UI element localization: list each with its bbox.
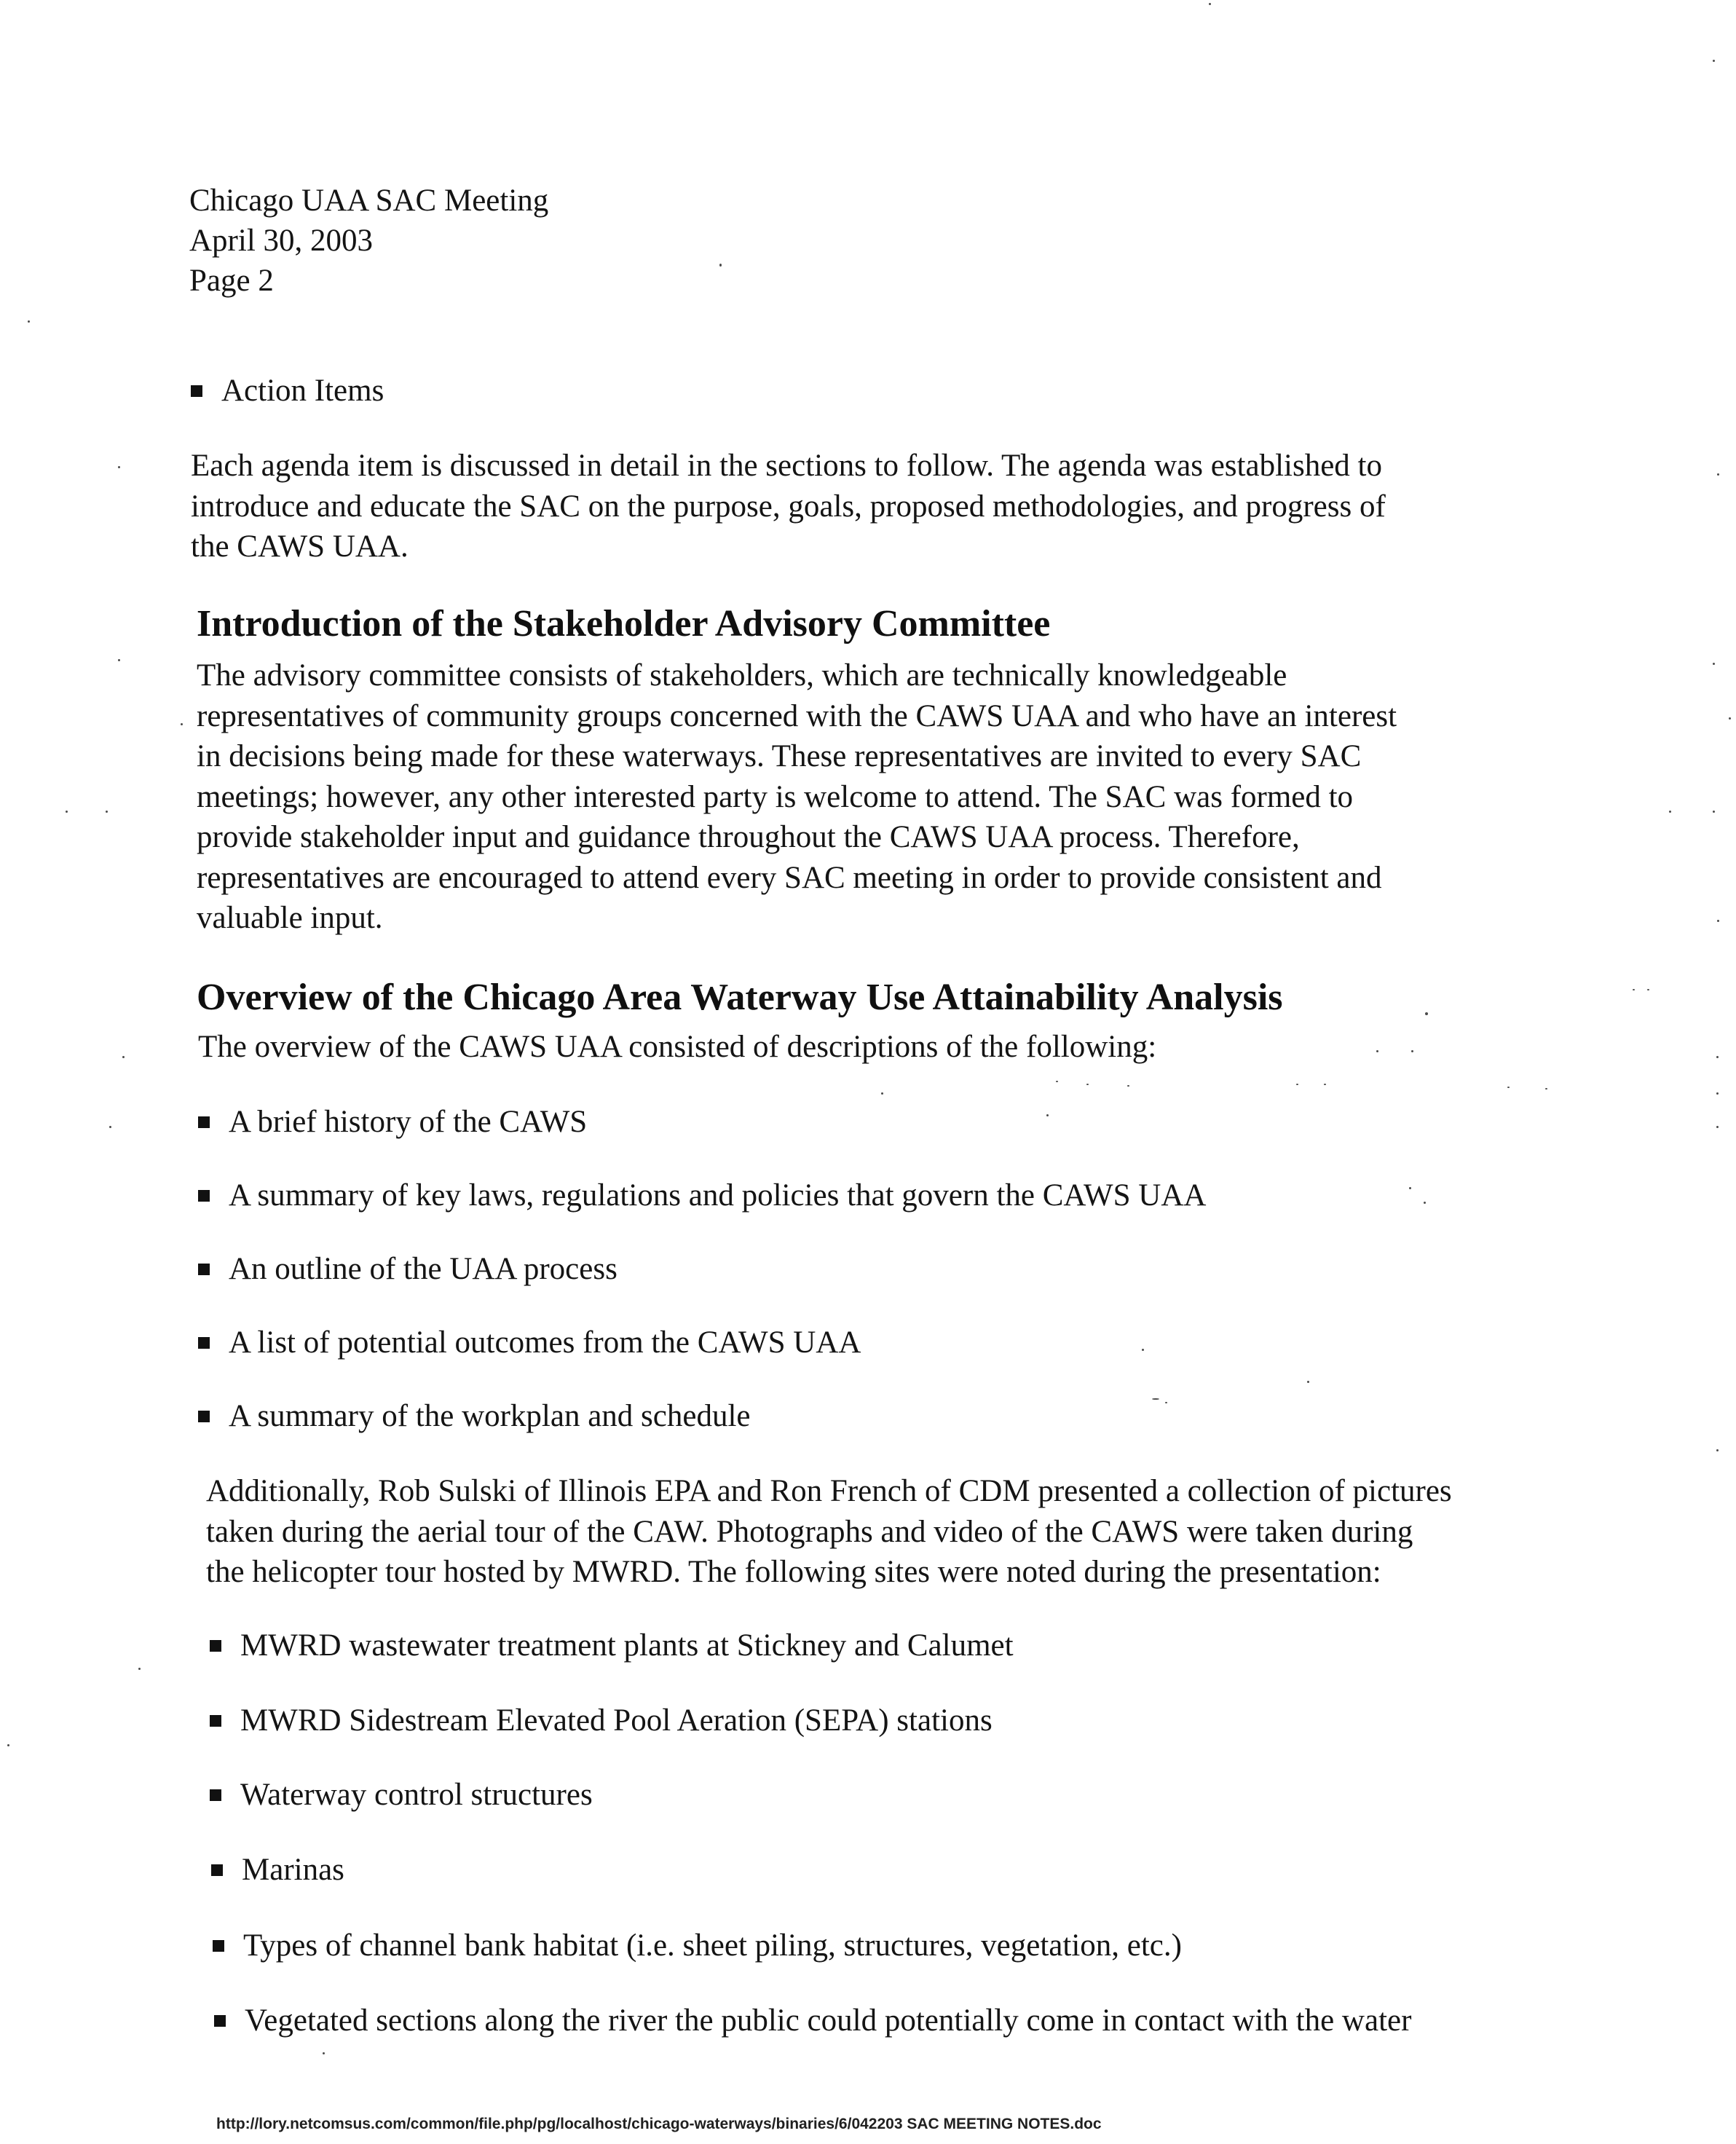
square-bullet-icon [198, 1264, 210, 1275]
paragraph-line: The advisory committee consists of stakeholders, which are technically knowledgeable [197, 658, 1287, 693]
header-date: April 30, 2003 [189, 224, 374, 258]
scan-speck [1324, 1084, 1326, 1085]
overview-bullet-item [198, 1175, 1206, 1216]
scan-speck [66, 811, 68, 813]
section-heading-stakeholder-committee: Introduction of the Stakeholder Advisory Committee [197, 603, 1051, 645]
scan-speck [1165, 1402, 1167, 1403]
site-bullet-label: Types of channel bank habitat (i.e. sheet piling, structures, vegetation, etc.) [243, 1928, 1182, 1963]
scan-speck [1424, 1202, 1426, 1204]
scan-speck [1633, 989, 1635, 990]
scan-speck [1296, 1084, 1298, 1085]
scan-speck [181, 723, 183, 725]
agenda-paragraph-line: Each agenda item is discussed in detail in the sections to follow. The agenda was established to [191, 449, 1382, 483]
square-bullet-icon [210, 1640, 221, 1652]
overview-intro [198, 1027, 1567, 1068]
scan-speck [1713, 811, 1715, 813]
overview-bullet-item [198, 1249, 618, 1290]
scan-speck [138, 1668, 141, 1670]
site-bullet-item [211, 1850, 344, 1891]
overview-bullet-label: A summary of key laws, regulations and policies that govern the CAWS UAA [229, 1178, 1207, 1213]
header-page-number: Page 2 [189, 264, 274, 298]
overview-bullet-label: A summary of the workplan and schedule [229, 1399, 751, 1433]
scan-speck [1507, 1087, 1510, 1088]
paragraph-line: valuable input. [197, 901, 383, 935]
scan-speck [1716, 1092, 1719, 1095]
agenda-paragraph-line: introduce and educate the SAC on the purpose, goals, proposed methodologies, and progress of [191, 489, 1386, 524]
square-bullet-icon [210, 1715, 221, 1727]
scan-speck [1056, 1081, 1058, 1082]
site-bullet-item [214, 2001, 1411, 2041]
agenda-paragraph [191, 446, 1560, 567]
square-bullet-icon [214, 2015, 226, 2027]
site-bullet-item [210, 1700, 993, 1741]
scan-speck [1647, 989, 1649, 990]
agenda-paragraph-line: the CAWS UAA. [191, 529, 409, 564]
scan-speck [1425, 1012, 1428, 1015]
paragraph-line: representatives of community groups concerned with the CAWS UAA and who have an interest [197, 698, 1397, 733]
site-bullet-label: MWRD wastewater treatment plants at Stickney and Calumet [240, 1628, 1014, 1663]
scan-speck [1713, 60, 1715, 62]
paragraph-line: meetings; however, any other interested party is welcome to attend. The SAC was formed to [197, 779, 1354, 814]
scan-speck [1729, 717, 1731, 720]
scan-speck [1376, 1050, 1378, 1052]
square-bullet-icon [210, 1789, 221, 1801]
scan-speck [1209, 3, 1211, 5]
square-bullet-icon [213, 1940, 224, 1952]
scan-speck [1411, 1050, 1413, 1052]
scan-speck [1713, 663, 1715, 665]
scan-speck [323, 2052, 325, 2054]
overview-intro-line: The overview of the CAWS UAA consisted of descriptions of the following: [198, 1030, 1157, 1064]
square-bullet-icon [198, 1190, 210, 1202]
site-bullet-item [210, 1775, 593, 1816]
scan-speck [109, 1126, 111, 1128]
paragraph-line: in decisions being made for these waterways. These representatives are invited to every SAC [197, 739, 1362, 773]
overview-bullet-label: An outline of the UAA process [229, 1252, 618, 1286]
scan-speck [118, 466, 120, 468]
overview-bullet-item [198, 1323, 861, 1363]
scan-speck [7, 1744, 9, 1746]
scan-speck [1717, 920, 1719, 922]
site-bullet-item [213, 1926, 1182, 1966]
scan-speck [118, 659, 120, 661]
header-meeting-title: Chicago UAA SAC Meeting [189, 184, 549, 218]
overview-bullet-item [198, 1102, 587, 1143]
scan-speck [1086, 1084, 1089, 1085]
overview-bullet-label: A brief history of the CAWS [229, 1105, 588, 1139]
footer-source-url: http://lory.netcomsus.com/common/file.php/pg/localhost/chicago-waterways/binaries/6/042203 SAC MEETING NOTES.doc [216, 2116, 1102, 2132]
overview-bullet-label: A list of potential outcomes from the CAWS UAA [229, 1325, 861, 1360]
scan-speck [1716, 1449, 1719, 1451]
scan-speck [1716, 1126, 1719, 1128]
section-heading-caws-uaa-overview: Overview of the Chicago Area Waterway Use Attainability Analysis [197, 977, 1283, 1018]
square-bullet-icon [191, 385, 202, 397]
scan-speck [28, 320, 30, 323]
scan-speck [1669, 811, 1671, 813]
square-bullet-icon [198, 1337, 210, 1349]
square-bullet-icon [198, 1411, 210, 1422]
scan-speck [1716, 1056, 1719, 1058]
scan-speck [1545, 1088, 1547, 1089]
overview-bullet-item [198, 1396, 751, 1437]
site-bullet-label: Marinas [242, 1853, 344, 1887]
site-bullet-label: Vegetated sections along the river the public could potentially come in contact with the water [245, 2003, 1412, 2038]
scan-speck [881, 1092, 883, 1095]
site-bullet-label: MWRD Sidestream Elevated Pool Aeration (SEPA) stations [240, 1703, 993, 1738]
agenda-bullet-item [191, 371, 384, 411]
scan-speck [1046, 1114, 1049, 1116]
aerial-tour-paragraph [206, 1471, 1575, 1593]
paragraph-line: provide stakeholder input and guidance throughout the CAWS UAA process. Therefore, [197, 820, 1300, 854]
scan-speck [1127, 1085, 1129, 1087]
agenda-bullet-label: Action Items [221, 374, 384, 408]
stakeholder-committee-paragraph [197, 655, 1566, 939]
scan-speck [1152, 1398, 1159, 1400]
scan-speck [122, 1056, 125, 1058]
scan-speck [1409, 1187, 1411, 1189]
scan-speck [1142, 1349, 1144, 1351]
scan-speck [1307, 1381, 1309, 1383]
square-bullet-icon [211, 1864, 223, 1876]
scan-speck [1717, 473, 1719, 476]
paragraph-line: representatives are encouraged to attend every SAC meeting in order to provide consistent and [197, 860, 1382, 895]
square-bullet-icon [198, 1116, 210, 1128]
site-bullet-item [210, 1625, 1014, 1666]
paragraph-line: Additionally, Rob Sulski of Illinois EPA and Ron French of CDM presented a collection of pictures [206, 1474, 1452, 1508]
paragraph-line: taken during the aerial tour of the CAW. Photographs and video of the CAWS were taken during [206, 1514, 1413, 1549]
scan-speck [106, 811, 108, 813]
site-bullet-label: Waterway control structures [240, 1778, 593, 1812]
scan-speck [719, 264, 722, 267]
paragraph-line: the helicopter tour hosted by MWRD. The following sites were noted during the presentation: [206, 1555, 1381, 1589]
